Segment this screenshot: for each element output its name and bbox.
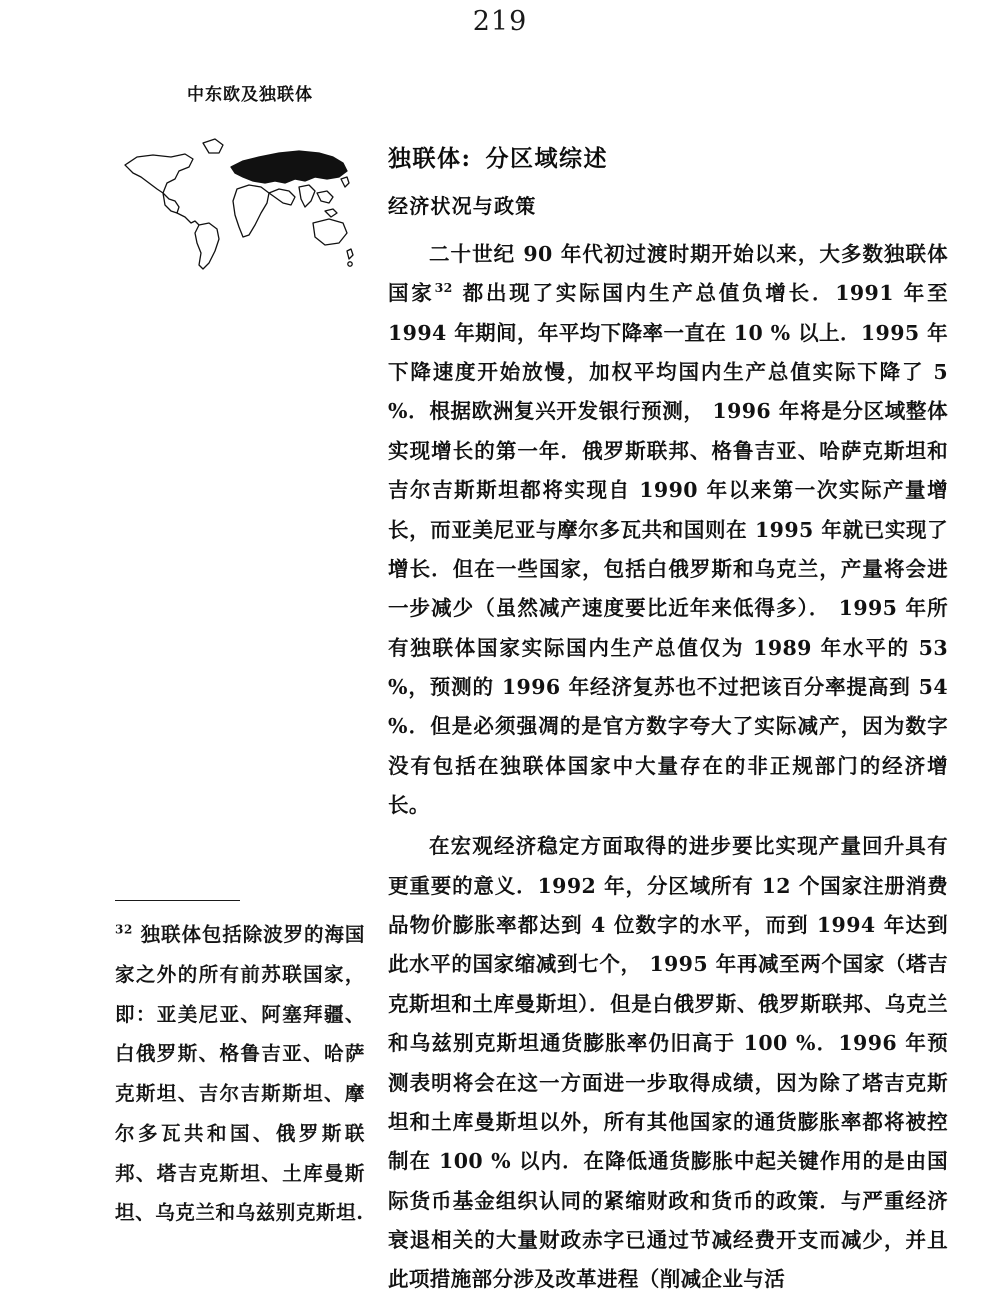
section-title-main: 独联体: bbox=[388, 145, 472, 172]
section-title-rest: 分区域综述 bbox=[485, 145, 608, 172]
world-map-highlight-eastern-europe-cis-icon bbox=[119, 127, 355, 277]
subsection-title: 经济状况与政策 bbox=[388, 194, 537, 218]
footnote-body: 独联体包括除波罗的海国家之外的所有前苏联国家，即：亚美尼亚、阿塞拜疆、白俄罗斯、格鲁吉亚、哈萨克斯坦、吉尔吉斯斯坦、摩尔多瓦共和国、俄罗斯联邦、塔吉克斯坦、土库曼斯坦、乌克兰和乌兹别克斯坦. bbox=[115, 923, 365, 1225]
paragraph-1-footnote-ref: 32 bbox=[434, 280, 453, 296]
footnote-text bbox=[115, 915, 365, 1233]
footnote-divider bbox=[115, 900, 240, 901]
body-paragraph-1 bbox=[388, 235, 948, 825]
section-title bbox=[388, 140, 948, 173]
region-title: 中东欧及独联体 bbox=[187, 85, 313, 105]
right-column bbox=[388, 140, 948, 1302]
page-number: 219 bbox=[472, 6, 528, 37]
footnote bbox=[115, 900, 365, 1233]
body-paragraph-2: 在宏观经济稳定方面取得的进步要比实现产量回升具有更重要的意义．1992 年，分区域所有 12 个国家注册消费品物价膨胀率都达到 4 位数字的水平，而到 1994 年达到此水平的国家缩减到七个， 1995 年再减至两个国家（塔吉克斯坦和土库曼斯坦）．但是白俄罗斯、俄罗斯联邦、乌克兰和乌兹别克斯坦通货膨胀率仍旧高于 100 %．1996 年预测表明将会在这一方面进一步取得成绩，因为除了塔吉克斯坦和土库曼斯坦以外，所有其他国家的通货膨胀率都将被控制在 100 % 以内．在降低通货膨胀中起关键作用的是由国际货币基金组织认同的紧缩财政和货币的政策．与严重经济衰退相关的大量财政赤字已通过节减经费开支而减少，并且此项措施部分涉及改革进程（削减企业与活 bbox=[388, 834, 948, 1292]
paragraph-1-rest: 都出现了实际国内生产总值负增长．1991 年至 1994 年期间，年平均下降率一直在 10 % 以上．1995 年下降速度开始放慢，加权平均国内生产总值实际下降了 5 %．根据欧洲复兴开发银行预测， 1996 年将是分区域整体实现增长的第一年．俄罗斯联邦、格鲁吉亚、哈萨克斯坦和吉尔吉斯斯坦都将实现自 1990 年以来第一次实际产量增长，而亚美尼亚与摩尔多瓦共和国则在 1995 年就已实现了增长．但在一些国家，包括白俄罗斯和乌克兰，产量将会进一步减少（虽然减产速度要比近年来低得多）． 1995 年所有独联体国家实际国内生产总值仅为 1989 年水平的 53 %，预测的 1996 年经济复苏也不过把该百分率提高到 54 %．但是必须强凋的是官方数字夸大了实际减产，因为数字没有包括在独联体国家中大量存在的非正规部门的经济增长。 bbox=[388, 281, 948, 818]
paragraph-1-lead: 二十世纪 90 年代初过渡时期开始以来，大多数独联体国家 bbox=[388, 242, 948, 306]
footnote-marker: 32 bbox=[115, 922, 133, 937]
left-column bbox=[115, 80, 355, 277]
